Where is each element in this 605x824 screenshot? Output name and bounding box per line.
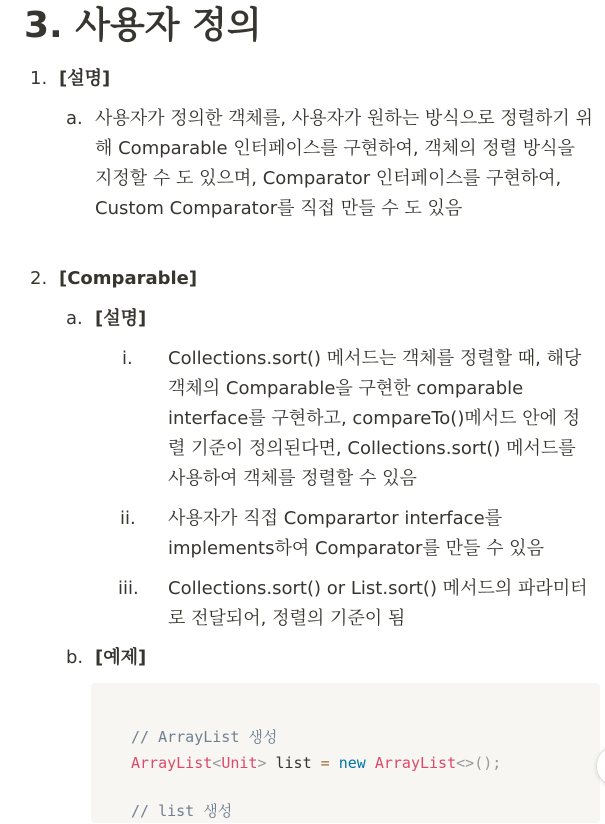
list-marker: b. <box>66 647 84 668</box>
code-type: ArrayList <box>374 754 457 772</box>
code-keyword: new <box>338 754 366 772</box>
description-text: 사용자가 직접 Comparartor interface를 implements하여 Comparator를 만들 수 있음 <box>168 508 544 559</box>
section-heading: [설명] <box>59 68 111 89</box>
list-item-1a <box>66 104 600 254</box>
code-type: Unit <box>221 754 258 772</box>
code-punctuation: < <box>212 754 222 772</box>
list-marker: ii. <box>120 508 136 529</box>
list-marker: 2. <box>30 268 48 289</box>
list-item-2a <box>66 304 586 334</box>
page-title: 3. 사용자 정의 <box>24 5 262 46</box>
section-heading: [예제] <box>95 647 147 668</box>
list-item-1 <box>30 64 590 94</box>
code-line <box>131 750 501 776</box>
list-marker: i. <box>122 348 133 369</box>
list-item-2a-ii <box>120 504 600 564</box>
description-text: Collections.sort() 메서드는 객체를 정렬할 때, 해당 객체의 Comparable을 구현한 comparable interface를 구현하고, compareTo()메서드 안에 정렬 기준이 정의된다면, Collections.sort() 메서드를 사용하여 객체를 정렬할 수 있음 <box>168 348 582 489</box>
code-punctuation: (); <box>474 754 502 772</box>
code-line <box>131 724 277 750</box>
list-item-2a-iii <box>118 574 600 634</box>
list-item-2a-i <box>122 344 600 494</box>
section-heading: [설명] <box>95 308 147 329</box>
code-punctuation: <> <box>456 754 475 772</box>
description-text: 사용자가 정의한 객체를, 사용자가 원하는 방식으로 정렬하기 위해 Comparable 인터페이스를 구현하여, 객체의 정렬 방식을 지정할 수 도 있으며, Comparator 인터페이스를 구현하여, Custom Comparator를 직접 만들 수 도 있음 <box>95 108 593 219</box>
list-marker: a. <box>66 108 83 129</box>
list-item-2 <box>30 264 590 294</box>
section-heading: [Comparable] <box>59 268 198 289</box>
code-punctuation: > <box>257 754 267 772</box>
code-operator: = <box>320 754 330 772</box>
code-block[interactable] <box>91 683 600 823</box>
list-marker: 1. <box>30 68 48 89</box>
list-item-2b <box>66 643 586 673</box>
code-comment: // list 생성 <box>131 802 233 820</box>
code-identifier: list <box>266 754 321 772</box>
list-marker: iii. <box>118 578 139 599</box>
code-type: ArrayList <box>131 754 213 772</box>
code-comment: // ArrayList 생성 <box>131 728 278 746</box>
list-marker: a. <box>66 308 83 329</box>
code-line <box>131 798 232 824</box>
description-text: Collections.sort() or List.sort() 메서드의 파라미터로 전달되어, 정렬의 기준이 됨 <box>168 578 588 629</box>
